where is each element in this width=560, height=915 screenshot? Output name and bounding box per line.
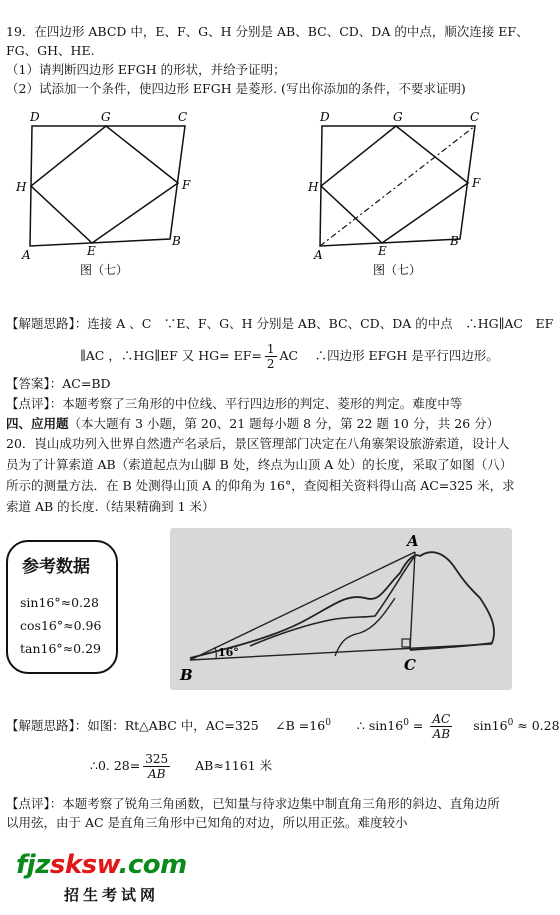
reference-data-title: 参考数据 bbox=[22, 557, 90, 577]
photo-label-B: B bbox=[180, 666, 193, 684]
photo-label-angle: 16° bbox=[218, 646, 239, 659]
label-H-2: H bbox=[308, 180, 319, 194]
frac-half-num: 1 bbox=[266, 342, 275, 356]
analysis20-line2-post: AB≈1161 米 bbox=[195, 758, 273, 773]
ref-tan: tan16°≈0.29 bbox=[20, 641, 101, 656]
label-A-2: A bbox=[314, 248, 323, 262]
figure-right bbox=[290, 105, 554, 285]
logo-part3: .com bbox=[118, 850, 187, 880]
fraction-ac-ab bbox=[430, 712, 452, 741]
deg-sup-1: 0 bbox=[325, 717, 331, 728]
diagonal-ac bbox=[320, 126, 475, 246]
label-F: F bbox=[182, 178, 191, 192]
analysis19-line2 bbox=[80, 342, 499, 371]
q20-line4: 索道 AB 的长度.（结果精确到 1 米） bbox=[6, 499, 215, 514]
logo-part2: sksw bbox=[49, 850, 119, 880]
label-E: E bbox=[87, 244, 96, 258]
analysis20-line2-pre: ∴0. 28= bbox=[90, 758, 141, 773]
label-B: B bbox=[172, 234, 181, 248]
right-angle-mark bbox=[402, 639, 410, 647]
frac-ac: AC bbox=[432, 712, 451, 726]
q19-line4: （2）试添加一个条件，使四边形 EFGH 是菱形. (写出你添加的条件，不要求证明) bbox=[6, 81, 466, 96]
q20-line3: 所示的测量方法．在 B 处测得山顶 A 的仰角为 16°，查阅相关资料得山高 AC=325 米，求 bbox=[6, 478, 515, 493]
analysis19-line1: 【解题思路】：连接 A 、C ∵E、F、G、H 分别是 AB、BC、CD、DA 的中点 ∴HG∥AC EF bbox=[6, 316, 554, 331]
comment19: 【点评】：本题考察了三角形的中位线、平行四边形的判定、菱形的判定。难度中等 bbox=[6, 396, 463, 411]
quad-efgh bbox=[31, 126, 178, 243]
ref-cos: cos16°≈0.96 bbox=[20, 618, 102, 633]
analysis19-line2-pre: ∥AC ，∴HG∥EF 又 HG= EF= bbox=[80, 348, 262, 363]
q20-line1: 20．崀山成功列入世界自然遗产名录后，景区管理部门决定在八角寨架设旅游索道，设计人 bbox=[6, 436, 510, 451]
analysis20-line1-pre: 【解题思路】：如图：Rt△ABC 中，AC=325 ∠B =16 bbox=[6, 718, 326, 733]
answer19: 【答案】：AC=BD bbox=[6, 376, 111, 391]
site-logo bbox=[16, 850, 187, 904]
label-G: G bbox=[101, 110, 111, 124]
deg-sup-3: 0 bbox=[507, 717, 514, 728]
inner-ridge bbox=[335, 598, 395, 656]
label-D: D bbox=[30, 110, 40, 124]
logo-subtitle: 招生考试网 bbox=[64, 886, 160, 904]
q20-line2: 员为了计算索道 AB（索道起点为山脚 B 处，终点为山顶 A 处）的长度，采取了如图（八） bbox=[6, 457, 513, 472]
frac-325: 325 bbox=[145, 752, 169, 766]
frac-ab: AB bbox=[432, 727, 451, 741]
photo-label-A: A bbox=[407, 532, 419, 550]
caption-right: 图（七） bbox=[373, 263, 422, 277]
therefore-sin: ∴ sin16 bbox=[356, 718, 404, 733]
quad-efgh-2 bbox=[321, 126, 468, 243]
reference-data-box bbox=[6, 540, 118, 674]
approx-sin: sin16 bbox=[473, 718, 508, 733]
analysis20-line1 bbox=[6, 712, 560, 741]
ridge-line bbox=[250, 556, 415, 646]
figure-left bbox=[0, 105, 260, 285]
analysis19-line2-post: AC ∴四边形 EFGH 是平行四边形。 bbox=[279, 348, 499, 363]
eq-sign: = bbox=[408, 718, 428, 733]
q19-line1: 19．在四边形 ABCD 中，E、F、G、H 分别是 AB、BC、CD、DA 的中点，顺次连接 EF、 bbox=[6, 24, 529, 39]
comment20-line2: 以用弦，由于 AC 是直角三角形中已知角的对边，所以用正弦。难度较小 bbox=[6, 815, 408, 830]
label-D-2: D bbox=[320, 110, 330, 124]
frac-half-den: 2 bbox=[266, 357, 275, 371]
q19-line3: （1）请判断四边形 EFGH 的形状，并给予证明； bbox=[6, 62, 286, 77]
frac-ab-2: AB bbox=[147, 767, 166, 781]
label-A: A bbox=[22, 248, 31, 262]
mountain-photo bbox=[170, 528, 512, 690]
line-AC bbox=[410, 552, 415, 650]
photo-label-C: C bbox=[404, 656, 416, 674]
q19-line2: FG、GH、HE. bbox=[6, 43, 95, 58]
comment20-line1: 【点评】：本题考察了锐角三角函数，已知量与待求边集中制直角三角形的斜边、直角边所 bbox=[6, 796, 500, 811]
approx-value: ≈ 0.28 bbox=[513, 718, 560, 733]
label-F-2: F bbox=[472, 176, 481, 190]
fraction-325-ab bbox=[143, 752, 170, 781]
caption-left: 图（七） bbox=[80, 263, 129, 277]
label-E-2: E bbox=[378, 244, 387, 258]
quad-abcd bbox=[30, 126, 185, 246]
section4-title: 四、应用题 bbox=[6, 416, 69, 431]
logo-part1: fjz bbox=[16, 850, 50, 880]
label-C-2: C bbox=[470, 110, 480, 124]
label-G-2: G bbox=[393, 110, 403, 124]
fraction-half bbox=[265, 342, 277, 371]
label-B-2: B bbox=[450, 234, 459, 248]
section4-heading bbox=[6, 416, 499, 432]
ref-sin: sin16°≈0.28 bbox=[20, 595, 99, 610]
angle-arc bbox=[215, 647, 216, 659]
deg-sup-2: 0 bbox=[403, 717, 409, 728]
section4-desc: （本大题有 3 小题，第 20、21 题每小题 8 分，第 22 题 10 分，共 26 分） bbox=[68, 416, 500, 431]
analysis20-line2 bbox=[90, 752, 272, 781]
mountain-sketch bbox=[170, 528, 512, 690]
logo-text bbox=[16, 850, 187, 880]
label-H: H bbox=[16, 180, 27, 194]
label-C: C bbox=[178, 110, 188, 124]
